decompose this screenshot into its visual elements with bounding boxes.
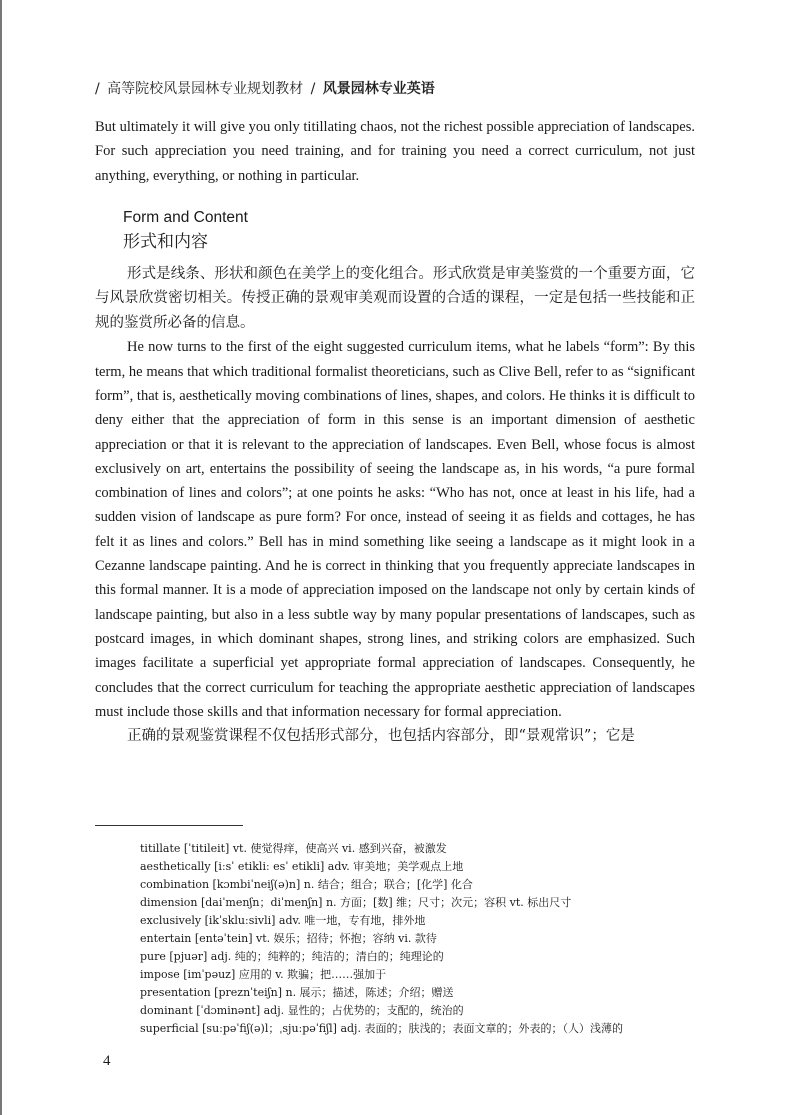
body-paragraph-en: He now turns to the first of the eight suggested curriculum items, what he labels “form”: By this term, he means that which traditional formalist theoreticians, such as Clive Bell, refer to as “significant form”, that is, aesthetically moving combinations of lines, shapes, and colors. He thinks it is difficult to deny either that the appreciation of form in this sense is an important dimension of aesthetic appreciation or that it is relevant to the appreciation of landscapes. Even Bell, whose focus is almost exclusively on art, entertains the possibility of seeing the landscape as, in his words, “a pure formal combination of lines and colors”; at one points he asks: “Who has not, once at least in his life, had a sudden vision of landscape as pure form? For once, instead of seeing it as fields and cottages, he has felt it as lines and colors.” Bell has in mind something like seeing a landscape as it might look in a Cezanne landscape painting. And he is correct in thinking that you frequently appreciate landscapes in this formal manner. It is a mode of appreciation imposed on the landscape not only by certain kinds of landscape painting, but also in a less subtle way by many popular presentations of landscapes, such as postcard images, in which dominant shapes, strong lines, and striking colors are emphasized. Such images facilitate a superficial yet appropriate formal appreciation of landscapes. Consequently, he concludes that the correct curriculum for teaching the appropriate aesthetic appreciation of landscapes must include those skills and that information necessary for formal appreciation. [95,339,695,720]
footnote-item: superficial [suːpəˈfiʃ(ə)l；ˌsjuːpəˈfiʃl] adj. 表面的；肤浅的；表面文章的；外表的；（人）浅薄的 [140,1022,623,1035]
summary-paragraph-zh: 形式是线条、形状和颜色在美学上的变化组合。形式欣赏是审美鉴赏的一个重要方面，它与风景欣赏密切相关。传授正确的景观审美观而设置的合适的课程，一定是包括一些技能和正规的鉴赏所必备的信息。 [95,265,695,331]
page-edge-line [0,0,2,1115]
footnote-item: combination [kɔmbiˈneiʃ(ə)n] n. 结合；组合；联合；[化学] 化合 [140,878,473,891]
footnote-item: aesthetically [iːsˈ etikliː esˈ etikli] adv. 审美地；美学观点上地 [140,860,464,873]
footnote-item: titillate [ˈtitileit] vt. 使觉得痒，使高兴 vi. 感到兴奋，被激发 [140,842,447,855]
header-separator: / [95,81,100,97]
page-number: 4 [103,1053,111,1069]
main-text [95,115,695,749]
intro-paragraph: But ultimately it will give you only titillating chaos, not the richest possible appreciation of landscapes. For such appreciation you need training, and for training you need a correct curriculum, not just anything, everything, or nothing in particular. [95,119,695,184]
series-title: 高等院校风景园林专业规划教材 [107,81,304,97]
footnotes [140,840,700,1038]
running-header [92,78,435,98]
footnote-item: entertain [entəˈtein] vt. 娱乐；招待；怀抱；容纳 vi. 款待 [140,932,437,945]
footnote-item: presentation [preznˈteiʃn] n. 展示；描述，陈述；介绍；赠送 [140,986,454,999]
footnote-item: dimension [daiˈmenʃn；diˈmenʃn] n. 方面；[数] 维；尺寸；次元；容积 vt. 标出尺寸 [140,896,572,909]
closing-paragraph-zh: 正确的景观鉴赏课程不仅包括形式部分，也包括内容部分，即“景观常识”；它是 [127,728,635,745]
header-separator: / [310,81,316,97]
footnote-item: dominant [ˈdɔminənt] adj. 显性的；占优势的；支配的，统治的 [140,1004,464,1017]
section-title-en: Form and Content [123,208,248,226]
section-title-zh: 形式和内容 [123,231,208,252]
footnote-item: impose [imˈpəuz] 应用的 v. 欺骗；把……强加于 [140,968,387,981]
book-title: 风景园林专业英语 [322,81,435,97]
footnote-divider [95,825,243,826]
footnote-item: exclusively [ikˈskluːsivli] adv. 唯一地，专有地，排外地 [140,914,426,927]
footnote-item: pure [pjuər] adj. 纯的；纯粹的；纯洁的；清白的；纯理论的 [140,950,444,963]
